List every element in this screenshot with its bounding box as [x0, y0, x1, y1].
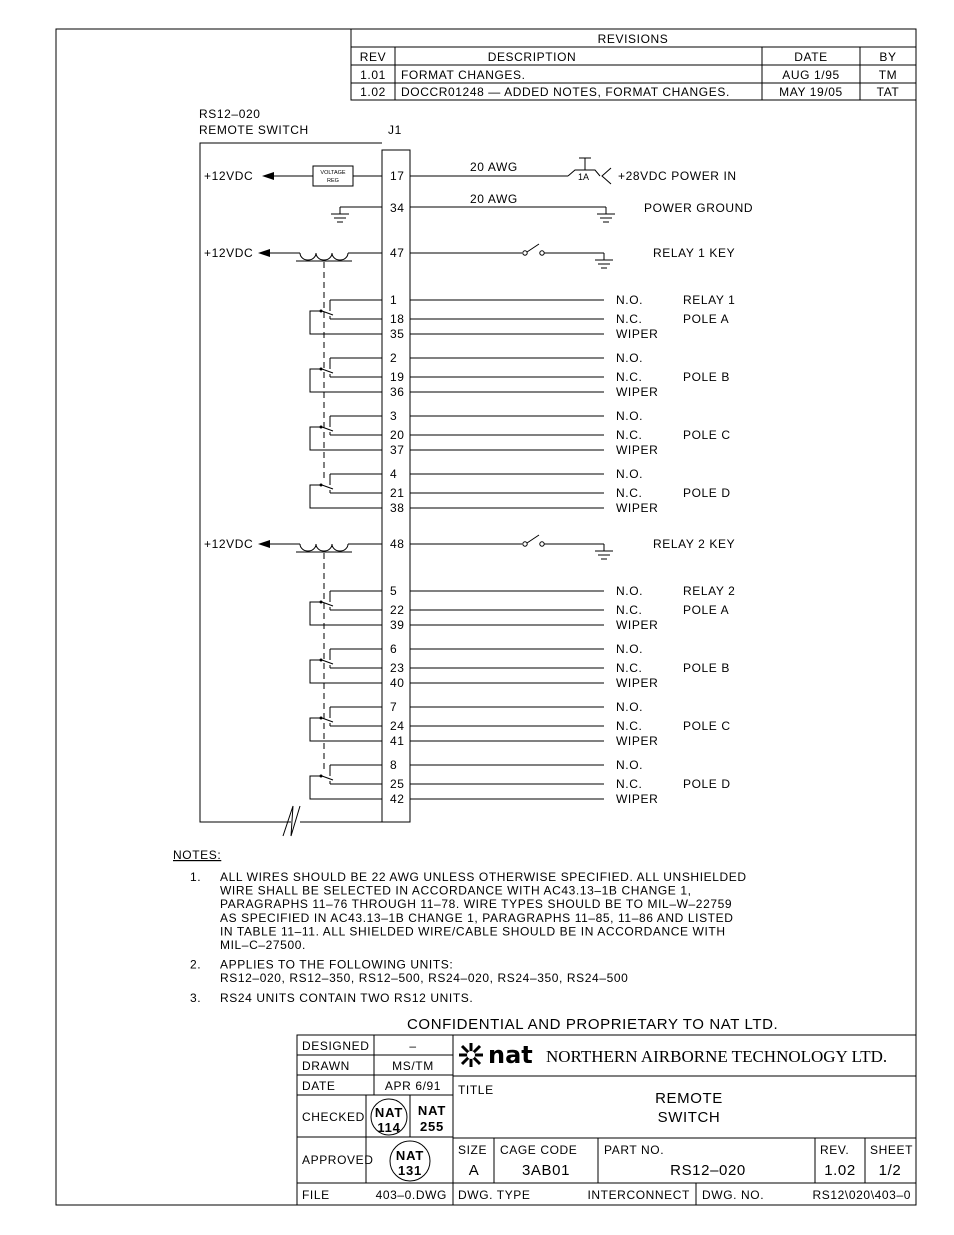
sheet-value: 1/2	[878, 1162, 902, 1179]
contact-label: N.C.	[616, 428, 643, 442]
pin-number: 1	[390, 293, 398, 307]
contact-label: WIPER	[616, 443, 659, 457]
rev-cell: 1.01	[360, 68, 386, 82]
part-no-value: RS12–020	[670, 1162, 746, 1179]
circuit-breaker-icon	[568, 158, 611, 184]
switch-icon	[523, 244, 544, 255]
note-line: MIL–C–27500.	[220, 938, 306, 952]
relay-1	[204, 244, 735, 515]
pin-number: 2	[390, 351, 398, 365]
nat-logo	[459, 1041, 533, 1069]
pin-number: 3	[390, 409, 398, 423]
note-line: RS24 UNITS CONTAIN TWO RS12 UNITS.	[220, 990, 474, 1005]
title-label: TITLE	[458, 1083, 494, 1097]
description-cell: FORMAT CHANGES.	[401, 68, 526, 82]
contact-label: N.C.	[616, 486, 643, 500]
pin-number: 4	[390, 467, 398, 481]
logo-text: nat	[488, 1041, 533, 1069]
date-cell: MAY 19/05	[779, 85, 843, 99]
note-line: PARAGRAPHS 11–76 THROUGH 11–78. WIRE TYPES SHOULD BE TO MIL–W–22759	[220, 897, 733, 912]
note-number: 3.	[190, 990, 202, 1005]
pin-number: 19	[390, 370, 405, 384]
contact-label: N.C.	[616, 312, 643, 326]
contact-label: N.O.	[616, 700, 644, 714]
checked-label: CHECKED	[302, 1110, 365, 1124]
pin-number: 7	[390, 700, 398, 714]
relay-key-circuit	[204, 244, 735, 268]
contact-arm-icon	[322, 718, 333, 722]
relay-pole	[310, 409, 731, 457]
cage-code-value: 3AB01	[521, 1162, 571, 1179]
confidential-notice: CONFIDENTIAL AND PROPRIETARY TO NAT LTD.	[407, 1016, 779, 1033]
drawing-title: REMOTE	[655, 1090, 723, 1107]
power-in-label: +28VDC POWER IN	[618, 169, 737, 183]
note-line: IN TABLE 11–11. ALL SHIELDED WIRE/CABLE SHOULD BE IN ACCORDANCE WITH	[220, 924, 726, 939]
date-label: DATE	[302, 1079, 336, 1093]
switch-icon	[523, 535, 544, 546]
contact-label: N.O.	[616, 758, 644, 772]
note-line: AS SPECIFIED IN AC43.13–1B CHANGE 1, PARAGRAPHS 11–85, 11–86 AND LISTED	[220, 910, 734, 925]
contact-label: N.C.	[616, 719, 643, 733]
pin-number: 17	[390, 169, 405, 183]
contact-label: WIPER	[616, 734, 659, 748]
pin-number: 35	[390, 327, 405, 341]
contact-label: N.C.	[616, 777, 643, 791]
ground-icon	[595, 544, 613, 559]
svg-text:NAT: NAT	[374, 1105, 404, 1120]
designed-label: DESIGNED	[302, 1039, 370, 1053]
relay-pole	[310, 700, 731, 748]
unit-name: REMOTE SWITCH	[199, 123, 309, 137]
contact-label: N.O.	[616, 351, 644, 365]
rev-label: REV.	[820, 1143, 850, 1157]
contact-label: N.C.	[616, 603, 643, 617]
pole-label: POLE D	[683, 486, 731, 500]
contact-label: WIPER	[616, 792, 659, 806]
pin-number: 24	[390, 719, 405, 733]
fuse-rating: 1A	[578, 172, 590, 182]
contact-label: N.C.	[616, 370, 643, 384]
description-header: DESCRIPTION	[487, 50, 577, 64]
unit-outline	[200, 143, 382, 822]
relay-pole	[310, 351, 730, 399]
contact-label: WIPER	[616, 618, 659, 632]
title-block	[297, 1035, 916, 1205]
rev-header: REV	[359, 50, 387, 64]
part-no-label: PART NO.	[604, 1143, 665, 1157]
relay-coil-icon	[300, 253, 348, 260]
pole-label: POLE C	[683, 428, 731, 442]
cage-code-label: CAGE CODE	[500, 1143, 578, 1157]
pin-number: 40	[390, 676, 405, 690]
relay-coil-icon	[300, 544, 348, 551]
revisions-table	[351, 29, 916, 100]
checked-stamp	[371, 1099, 407, 1135]
voltage-reg-label: VOLTAGE	[320, 170, 346, 176]
pole-label: POLE C	[683, 719, 731, 733]
file-value: 403–0.DWG	[375, 1188, 447, 1202]
voltage-label: +12VDC	[204, 246, 254, 260]
wire-gauge-label: 20 AWG	[470, 192, 518, 206]
pin-number: 25	[390, 777, 405, 791]
arrow-icon	[258, 249, 270, 257]
note-line: APPLIES TO THE FOLLOWING UNITS:	[220, 957, 454, 972]
pin-number: 39	[390, 618, 405, 632]
unit-model: RS12–020	[199, 107, 261, 121]
pole-label: POLE D	[683, 777, 731, 791]
ground-icon	[595, 253, 613, 268]
dwg-type-value: INTERCONNECT	[587, 1188, 690, 1202]
relay-circuits	[204, 244, 735, 806]
contact-label: WIPER	[616, 676, 659, 690]
company-name: NORTHERN AIRBORNE TECHNOLOGY LTD.	[546, 1047, 888, 1066]
wire-gauge-label: 20 AWG	[470, 160, 518, 174]
sheet-label: SHEET	[870, 1143, 914, 1157]
pin-number: 37	[390, 443, 405, 457]
note-item	[190, 870, 747, 952]
pin-number: 47	[390, 246, 405, 260]
approved-stamp	[390, 1141, 430, 1181]
voltage-label: +12VDC	[204, 169, 254, 183]
note-line: ALL WIRES SHOULD BE 22 AWG UNLESS OTHERWISE SPECIFIED. ALL UNSHIELDED	[220, 870, 747, 884]
approved-label: APPROVED	[302, 1153, 374, 1167]
svg-text:NAT: NAT	[395, 1148, 425, 1163]
relay-pole	[310, 584, 735, 632]
pole-label: POLE B	[683, 661, 730, 675]
rev-cell: 1.02	[360, 85, 386, 99]
date-header: DATE	[794, 50, 828, 64]
relay-pole	[310, 642, 730, 690]
drawn-label: DRAWN	[302, 1059, 350, 1073]
pole-label: POLE B	[683, 370, 730, 384]
contact-arm-icon	[322, 485, 333, 489]
svg-text:114: 114	[377, 1120, 401, 1135]
pin-number: 20	[390, 428, 405, 442]
relay-key-circuit	[204, 535, 735, 559]
relay-2	[204, 535, 735, 806]
power-ground-label: POWER GROUND	[644, 201, 754, 215]
rev-value: 1.02	[824, 1162, 856, 1179]
pole-label: POLE A	[683, 312, 730, 326]
by-header: BY	[879, 50, 897, 64]
by-cell: TAT	[876, 85, 900, 99]
relay-name: RELAY 2	[683, 584, 736, 598]
pin-number: 5	[390, 584, 398, 598]
contact-label: WIPER	[616, 385, 659, 399]
ground-icon	[597, 214, 615, 222]
contact-label: N.O.	[616, 642, 644, 656]
relay-pole	[310, 467, 731, 515]
svg-text:NAT: NAT	[417, 1103, 447, 1118]
pin-number: 23	[390, 661, 405, 675]
notes-list	[190, 870, 747, 1005]
outline-break-mark	[283, 806, 300, 836]
note-number: 2.	[190, 957, 202, 972]
pin-number: 48	[390, 537, 405, 551]
ground-icon	[331, 214, 349, 222]
relay-name: RELAY 1	[683, 293, 736, 307]
arrow-icon	[262, 172, 274, 180]
dwg-no-value: RS12\020\403–0	[812, 1188, 911, 1202]
arrow-icon	[258, 540, 270, 548]
pin-number: 6	[390, 642, 398, 656]
note-line: WIRE SHALL BE SELECTED IN ACCORDANCE WITH AC43.13–1B CHANGE 1,	[220, 883, 692, 898]
contact-arm-icon	[322, 427, 333, 431]
svg-text:131: 131	[397, 1163, 423, 1178]
contact-label: N.C.	[616, 661, 643, 675]
contact-label: N.O.	[616, 293, 644, 307]
pole-label: POLE A	[683, 603, 730, 617]
contact-label: WIPER	[616, 327, 659, 341]
contact-label: N.O.	[616, 584, 644, 598]
drawing-title: SWITCH	[657, 1109, 721, 1126]
note-item	[190, 991, 473, 1005]
contact-label: WIPER	[616, 501, 659, 515]
checked-stamp	[418, 1103, 446, 1134]
note-number: 1.	[190, 870, 202, 884]
note-item	[190, 958, 628, 986]
pin-number: 42	[390, 792, 405, 806]
pin-number: 36	[390, 385, 405, 399]
description-cell: DOCCR01248 — ADDED NOTES, FORMAT CHANGES.	[401, 85, 730, 99]
svg-text:255: 255	[419, 1119, 445, 1134]
revisions-title: REVISIONS	[597, 32, 669, 46]
relay-pole	[310, 293, 735, 341]
pin-number: 22	[390, 603, 405, 617]
drawn-value: MS/TM	[392, 1059, 434, 1073]
dwg-no-label: DWG. NO.	[702, 1188, 765, 1202]
contact-arm-icon	[322, 776, 333, 780]
pin-number: 18	[390, 312, 405, 326]
notes-heading: NOTES:	[173, 848, 222, 862]
contact-label: N.O.	[616, 409, 644, 423]
pin-number: 38	[390, 501, 405, 515]
connector-label: J1	[388, 123, 402, 137]
pin-number: 8	[390, 758, 398, 772]
contact-label: N.O.	[616, 467, 644, 481]
pin-number: 41	[390, 734, 405, 748]
date-value: APR 6/91	[384, 1079, 442, 1093]
size-value: A	[468, 1162, 480, 1179]
note-line: RS12–020, RS12–350, RS12–500, RS24–020, RS24–350, RS24–500	[220, 971, 629, 986]
date-cell: AUG 1/95	[782, 68, 840, 82]
designed-value: –	[409, 1039, 417, 1053]
size-label: SIZE	[458, 1143, 488, 1157]
pin-number: 21	[390, 486, 405, 500]
relay-key-label: RELAY 2 KEY	[653, 537, 736, 551]
voltage-label: +12VDC	[204, 537, 254, 551]
file-label: FILE	[302, 1188, 330, 1202]
voltage-reg-label: REG	[327, 178, 339, 184]
by-cell: TM	[878, 68, 898, 82]
relay-pole	[310, 758, 731, 806]
dwg-type-label: DWG. TYPE	[458, 1188, 531, 1202]
relay-key-label: RELAY 1 KEY	[653, 246, 736, 260]
power-section	[204, 158, 753, 222]
pin-number: 34	[390, 201, 405, 215]
